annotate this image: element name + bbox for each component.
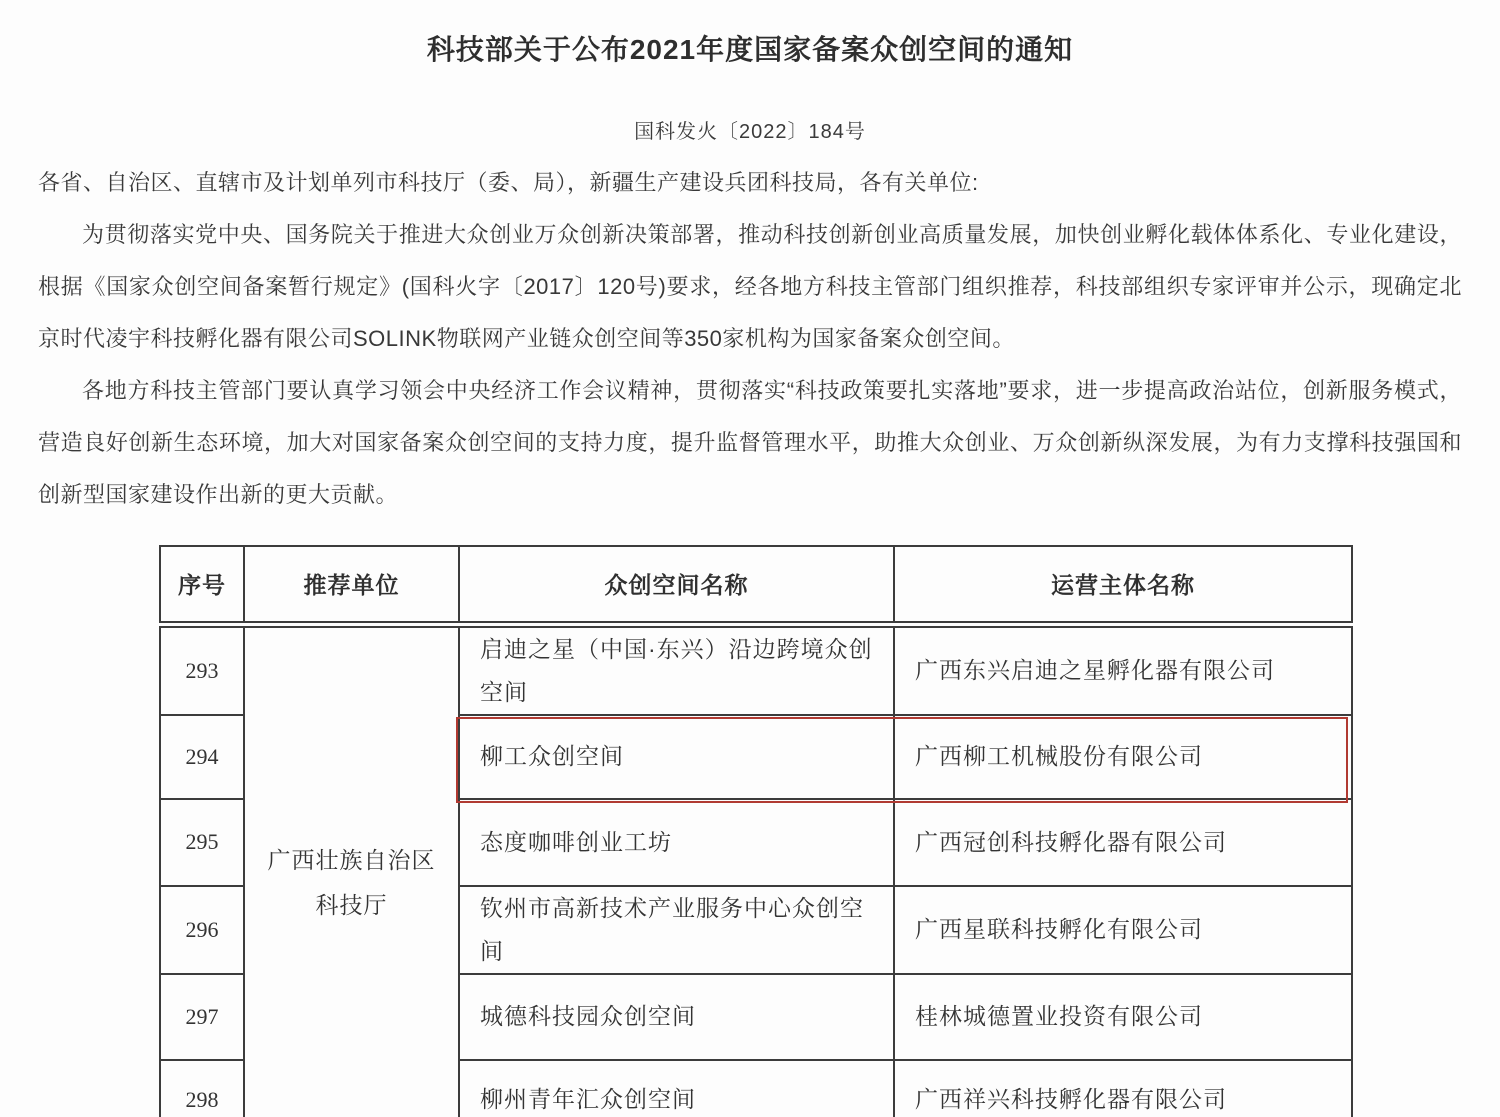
makerspace-table-wrap — [159, 545, 1351, 1117]
header-no: 序号 — [160, 546, 244, 624]
cell-no: 294 — [160, 715, 244, 799]
cell-recommender — [244, 624, 459, 1117]
cell-no: 293 — [160, 624, 244, 715]
recommender-line1: 广西壮族自治区 — [267, 847, 436, 873]
cell-no: 295 — [160, 799, 244, 886]
cell-no: 298 — [160, 1060, 244, 1117]
cell-no: 296 — [160, 886, 244, 974]
recommender-line2: 科技厅 — [315, 892, 388, 918]
paragraph-2: 各地方科技主管部门要认真学习领会中央经济工作会议精神，贯彻落实“科技政策要扎实落地”要求，进一步提高政治站位，创新服务模式，营造良好创新生态环境，加大对国家备案众创空间的支持力度，提升监督管理水平，助推大众创业、万众创新纵深发展，为有力支撑科技强国和创新型国家建设作出新的更大贡献。 — [38, 378, 1462, 507]
salutation: 各省、自治区、直辖市及计划单列市科技厅（委、局），新疆生产建设兵团科技局，各有关单位: — [38, 170, 979, 195]
cell-operator-name: 广西星联科技孵化有限公司 — [894, 886, 1352, 974]
cell-operator-name: 广西柳工机械股份有限公司 — [894, 715, 1352, 799]
cell-space-name: 柳州青年汇众创空间 — [459, 1060, 894, 1117]
table-row — [160, 624, 1352, 715]
header-operator-name: 运营主体名称 — [894, 546, 1352, 624]
cell-space-name: 城德科技园众创空间 — [459, 974, 894, 1060]
header-space-name: 众创空间名称 — [459, 546, 894, 624]
cell-operator-name: 桂林城德置业投资有限公司 — [894, 974, 1352, 1060]
header-recommender: 推荐单位 — [244, 546, 459, 624]
cell-operator-name: 广西祥兴科技孵化器有限公司 — [894, 1060, 1352, 1117]
cell-space-name: 柳工众创空间 — [459, 715, 894, 799]
table-header-row — [160, 546, 1352, 624]
notice-body — [38, 157, 1462, 521]
cell-space-name: 启迪之星（中国·东兴）沿边跨境众创空间 — [459, 624, 894, 715]
doc-number: 国科发火〔2022〕184号 — [634, 121, 866, 143]
cell-operator-name: 广西冠创科技孵化器有限公司 — [894, 799, 1352, 886]
makerspace-table — [159, 545, 1353, 1117]
page-title: 科技部关于公布2021年度国家备案众创空间的通知 — [426, 34, 1074, 65]
cell-no: 297 — [160, 974, 244, 1060]
paragraph-1: 为贯彻落实党中央、国务院关于推进大众创业万众创新决策部署，推动科技创新创业高质量发展，加快创业孵化载体体系化、专业化建设，根据《国家众创空间备案暂行规定》(国科火字〔2017〕120号)要求，经各地方科技主管部门组织推荐，科技部组织专家评审并公示，现确定北京时代凌宇科技孵化器有限公司SOLINK物联网产业链众创空间等350家机构为国家备案众创空间。 — [38, 222, 1462, 351]
cell-space-name: 钦州市高新技术产业服务中心众创空间 — [459, 886, 894, 974]
cell-operator-name: 广西东兴启迪之星孵化器有限公司 — [894, 624, 1352, 715]
cell-space-name: 态度咖啡创业工坊 — [459, 799, 894, 886]
notice-document — [0, 28, 1500, 1117]
